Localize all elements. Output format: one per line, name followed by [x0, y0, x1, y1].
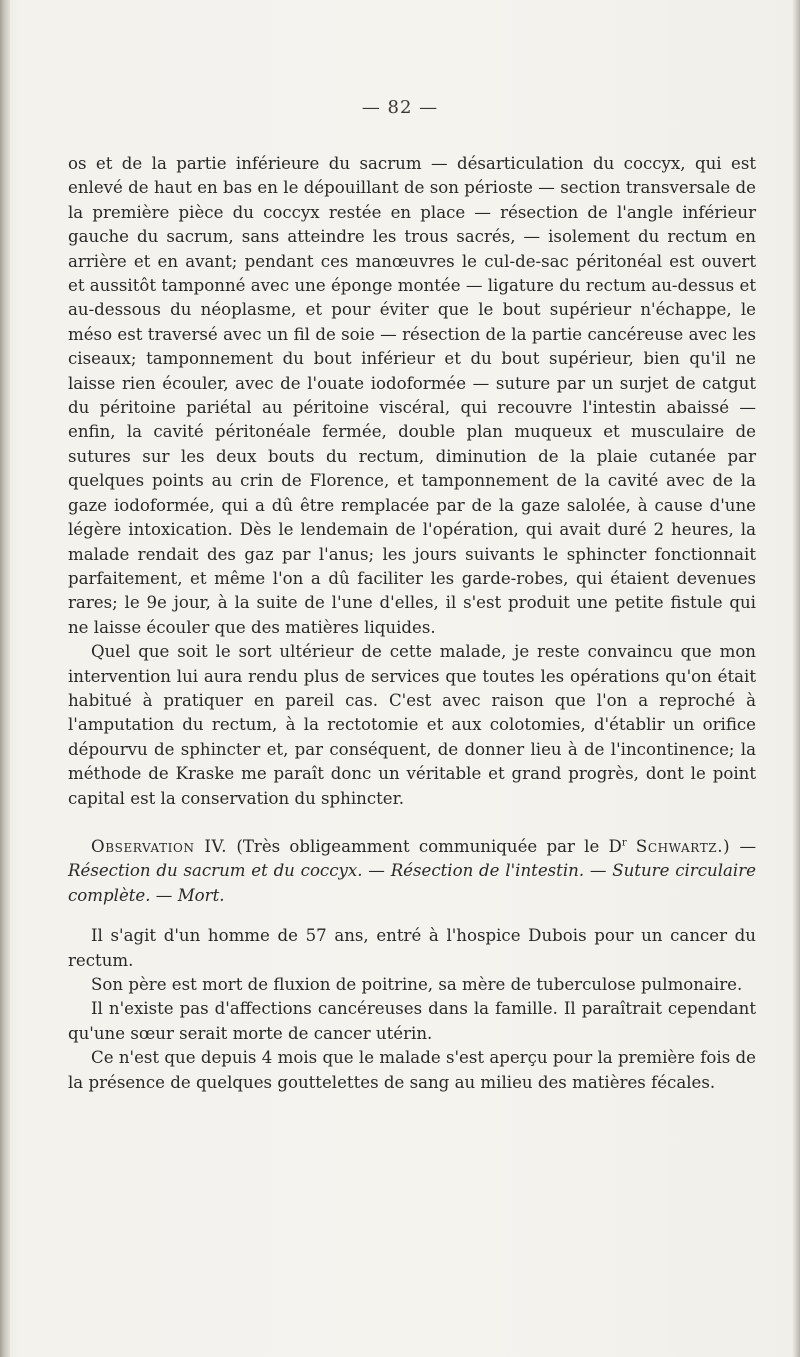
- observation-credit-name: Schwartz.): [635, 836, 731, 856]
- dash-separator: —: [584, 861, 613, 881]
- body-text: [68, 152, 756, 1095]
- case-paragraph: Ce n'est que depuis 4 mois que le malade s'est aperçu pour la première fois de la présence de quelques gouttelettes de sang au milieu des matières fécales.: [68, 1048, 756, 1092]
- observation-heading: [68, 835, 756, 908]
- observation-title-3: Suture circulaire complète.: [68, 861, 756, 905]
- observation-label: Observation IV.: [91, 836, 228, 856]
- page-binding-shadow-right: [792, 0, 800, 1357]
- dash-separator: —: [150, 885, 178, 905]
- continuation-paragraph: os et de la partie inférieure du sacrum — désarticulation du coccyx, qui est enlevé de haut en bas en le dépouillant de son périoste — section transversale de la première pièce du coccyx restée en place — résection de l'angle inférieur gauche du sacrum, sans atteindre les trous sacrés, — isolement du rectum en arrière et en avant; pendant ces manœuvres le cul-de-sac péritonéal est ouvert et aussitôt tamponné avec une éponge montée — ligature du rectum au-dessus et au-dessous du néoplasme, et pour éviter que le bout supérieur n'échappe, le méso est traversé avec un fil de soie — résection de la partie cancéreuse avec les ciseaux; tamponnement du bout inférieur et du bout supérieur, bien qu'il ne laisse rien écouler, avec de l'ouate iodoformée — suture par un surjet de catgut du péritoine pariétal au péritoine viscéral, qui recouvre l'intestin abaissé — enfin, la cavité péritonéale fermée, double plan muqueux et musculaire de sutures sur les deux bouts du rectum, diminution de la plaie cutanée par quelques points au crin de Florence, et tamponnement de la cavité avec de la gaze iodoformée, qui a dû être remplacée par de la gaze salolée, à cause d'une légère intoxication. Dès le lendemain de l'opération, qui avait duré 2 heures, la malade rendait des gaz par l'anus; les jours suivants le sphincter fonctionnait parfaitement, et même l'on a dû faciliter les garde-robes, qui étaient devenues rares; le 9e jour, à la suite de l'une d'elles, il s'est produit une petite fistule qui ne laisse écouler que des matières liquides.: [68, 154, 756, 637]
- observation-title-4: Mort.: [177, 885, 225, 905]
- observation-title-2: Résection de l'intestin.: [390, 861, 585, 881]
- case-paragraph: Son père est mort de fluxion de poitrine, sa mère de tuberculose pulmonaire.: [91, 975, 743, 994]
- conclusion-paragraph: Quel que soit le sort ultérieur de cette malade, je reste convaincu que mon intervention lui aura rendu plus de services que toutes les opérations qu'on était habitué à pratiquer en pareil cas. C'est avec raison que l'on a reproché à l'amputation du rectum, à la rectotomie et aux colotomies, d'établir un orifice dépourvu de sphincter et, par conséquent, de donner lieu à de l'incontinence; la méthode de Kraske me paraît donc un véritable et grand progrès, dont le point capital est la conservation du sphincter.: [68, 642, 756, 808]
- case-paragraph: Il s'agit d'un homme de 57 ans, entré à l'hospice Dubois pour un cancer du rectum.: [68, 926, 756, 970]
- observation-credit-sup: r: [621, 837, 627, 849]
- page-binding-shadow-left: [0, 0, 10, 1357]
- dash-separator: —: [362, 861, 391, 881]
- observation-credit: (Très obligeamment communiquée par le D: [236, 836, 622, 856]
- page-number: — 82 —: [361, 97, 439, 118]
- case-paragraph: Il n'existe pas d'affections cancéreuses dans la famille. Il paraîtrait cependant qu'une sœur serait morte de cancer utérin.: [68, 999, 756, 1043]
- dash-separator: —: [730, 836, 757, 856]
- observation-title-1: Résection du sacrum et du coccyx.: [68, 861, 363, 881]
